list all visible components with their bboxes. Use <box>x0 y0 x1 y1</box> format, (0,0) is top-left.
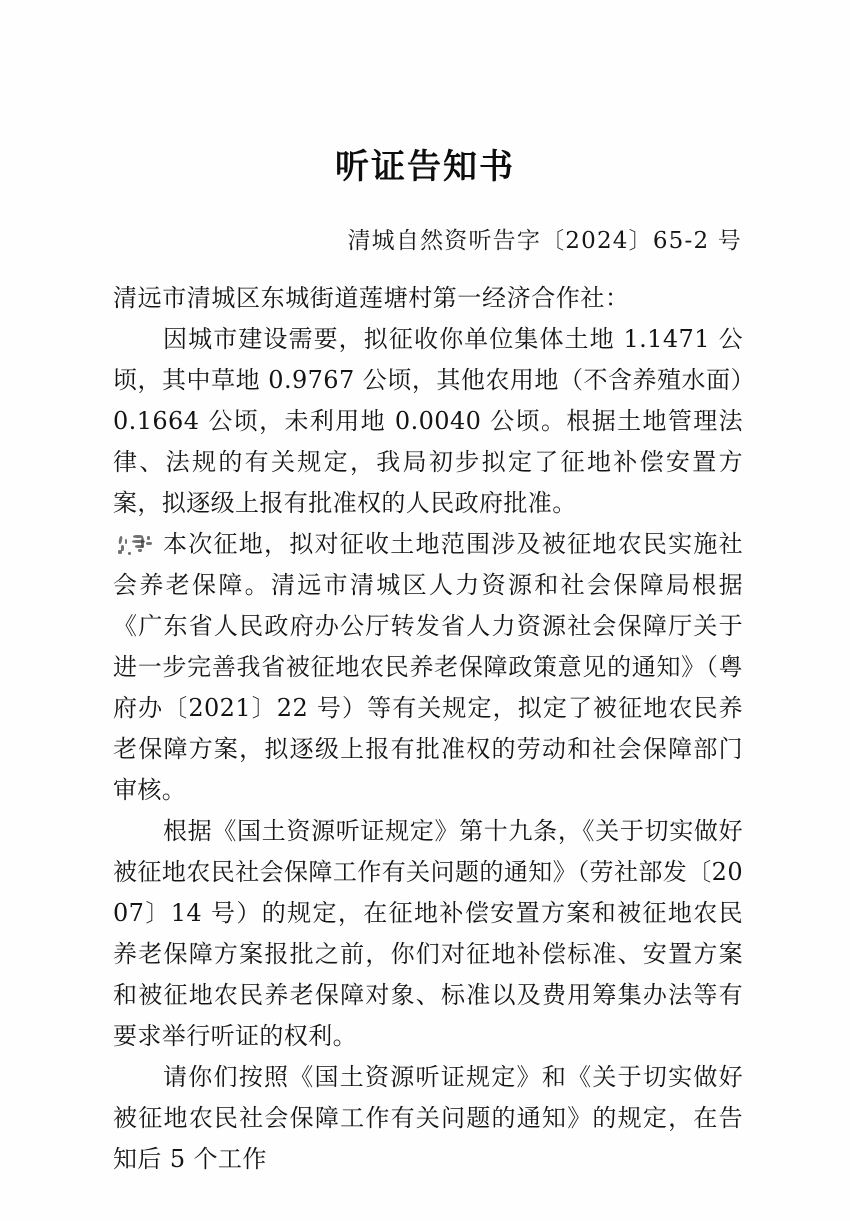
paragraph-hearing-request: 请你们按照《国土资源听证规定》和《关于切实做好被征地农民社会保障工作有关问题的通知》的规定，在告知后 5 个工作 <box>113 1063 743 1173</box>
document-body <box>113 278 743 1180</box>
paragraph-land-acquisition: 因城市建设需要，拟征收你单位集体土地 1.1471 公顷，其中草地 0.9767 公顷，其他农用地（不含养殖水面）0.1664 公顷，未利用地 0.0040 公顷。根据土地管理法律、法规的有关规定，我局初步拟定了征地补偿安置方案，拟逐级上报有批准权的人民政府批准。 <box>113 325 743 517</box>
scan-smudge-artifact <box>117 533 163 557</box>
recipient-line: 清远市清城区东城街道莲塘村第一经济合作社： <box>113 284 630 312</box>
paragraph-social-security <box>113 524 743 811</box>
page-title: 听证告知书 <box>335 147 515 187</box>
paragraph-social-security-text: 本次征地，拟对征收土地范围涉及被征地农民实施社会养老保障。清远市清城区人力资源和社会保障局根据《广东省人民政府办公厅转发省人力资源社会保障厅关于进一步完善我省被征地农民养老保障政策意见的通知》（粤府办〔2021〕22 号）等有关规定，拟定了被征地农民养老保障方案，拟逐级上报有批准权的劳动和社会保障部门审核。 <box>113 530 743 804</box>
paragraph-hearing-rights: 根据《国土资源听证规定》第十九条，《关于切实做好被征地农民社会保障工作有关问题的通知》（劳社部发〔2007〕14 号）的规定，在征地补偿安置方案和被征地农民养老保障方案报批之前，你们对征地补偿标准、安置方案和被征地农民养老保障对象、标准以及费用筹集办法等有要求举行听证的权利。 <box>113 817 743 1050</box>
document-number: 清城自然资听告字〔2024〕65-2 号 <box>347 228 742 254</box>
